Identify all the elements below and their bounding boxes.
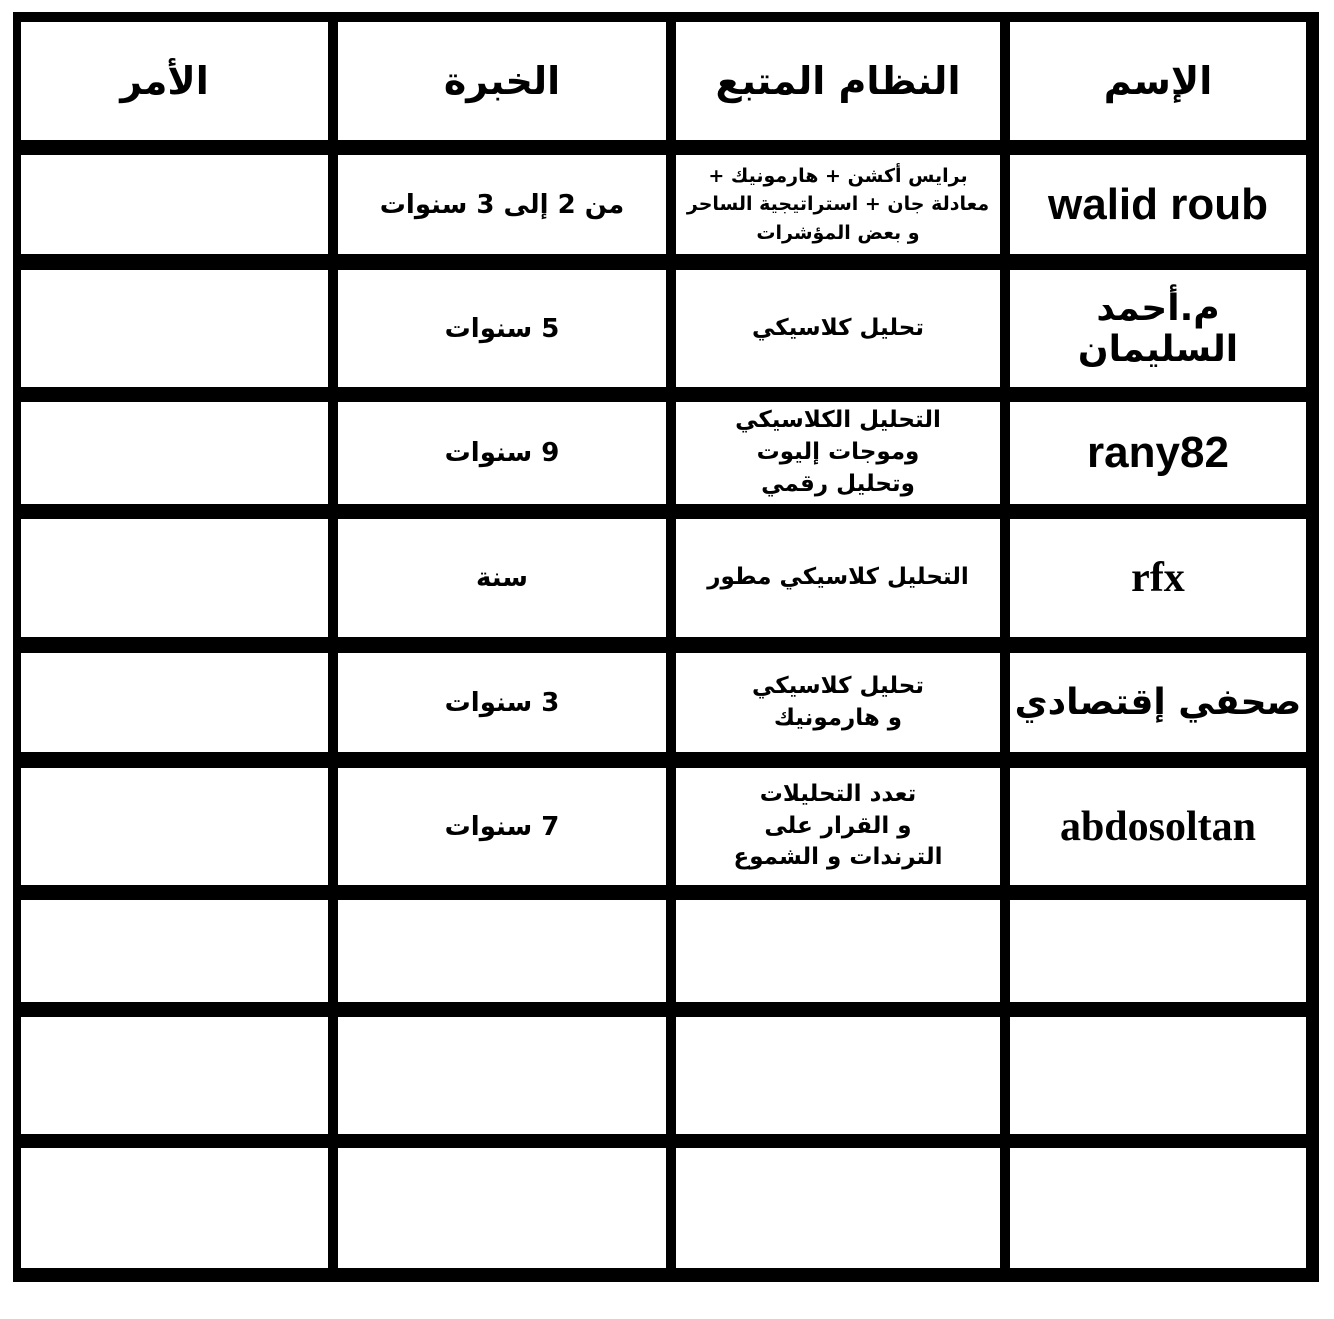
row-5-system: تحليل كلاسيكي و هارمونيك	[676, 653, 1000, 752]
row-9-system	[676, 1148, 1000, 1268]
row-4-order	[21, 519, 328, 637]
row-6-name: abdosoltan	[1010, 768, 1306, 885]
row-9-order	[21, 1148, 328, 1268]
row-4-name: rfx	[1010, 519, 1306, 637]
row-2-experience: 5 سنوات	[338, 270, 666, 387]
row-4-system: التحليل كلاسيكي مطور	[676, 519, 1000, 637]
row-3-experience: 9 سنوات	[338, 402, 666, 504]
row-8-order	[21, 1017, 328, 1134]
row-1-experience: من 2 إلى 3 سنوات	[338, 155, 666, 254]
row-8-experience	[338, 1017, 666, 1134]
row-6-experience: 7 سنوات	[338, 768, 666, 885]
row-8-system	[676, 1017, 1000, 1134]
header-name: الإسم	[1010, 22, 1306, 140]
row-7-name	[1010, 900, 1306, 1002]
row-1-order	[21, 155, 328, 254]
row-3-name: rany82	[1010, 402, 1306, 504]
experience-table	[13, 12, 1319, 1282]
row-7-experience	[338, 900, 666, 1002]
row-2-name: م.أحمد السليمان	[1010, 270, 1306, 387]
row-2-order	[21, 270, 328, 387]
header-experience: الخبرة	[338, 22, 666, 140]
row-7-system	[676, 900, 1000, 1002]
row-5-name: صحفي إقتصادي	[1010, 653, 1306, 752]
row-2-system: تحليل كلاسيكي	[676, 270, 1000, 387]
header-system: النظام المتبع	[676, 22, 1000, 140]
row-9-name	[1010, 1148, 1306, 1268]
row-5-experience: 3 سنوات	[338, 653, 666, 752]
row-6-order	[21, 768, 328, 885]
row-9-experience	[338, 1148, 666, 1268]
row-1-name: walid roub	[1010, 155, 1306, 254]
row-1-system: برايس أكشن + هارمونيك + معادلة جان + استراتيجية الساحر و بعض المؤشرات	[676, 155, 1000, 254]
row-6-system: تعدد التحليلات و القرار على الترندات و الشموع	[676, 768, 1000, 885]
row-3-order	[21, 402, 328, 504]
row-4-experience: سنة	[338, 519, 666, 637]
row-7-order	[21, 900, 328, 1002]
header-order: الأمر	[21, 22, 328, 140]
row-5-order	[21, 653, 328, 752]
row-8-name	[1010, 1017, 1306, 1134]
row-3-system: التحليل الكلاسيكي وموجات إليوت وتحليل رقمي	[676, 402, 1000, 504]
